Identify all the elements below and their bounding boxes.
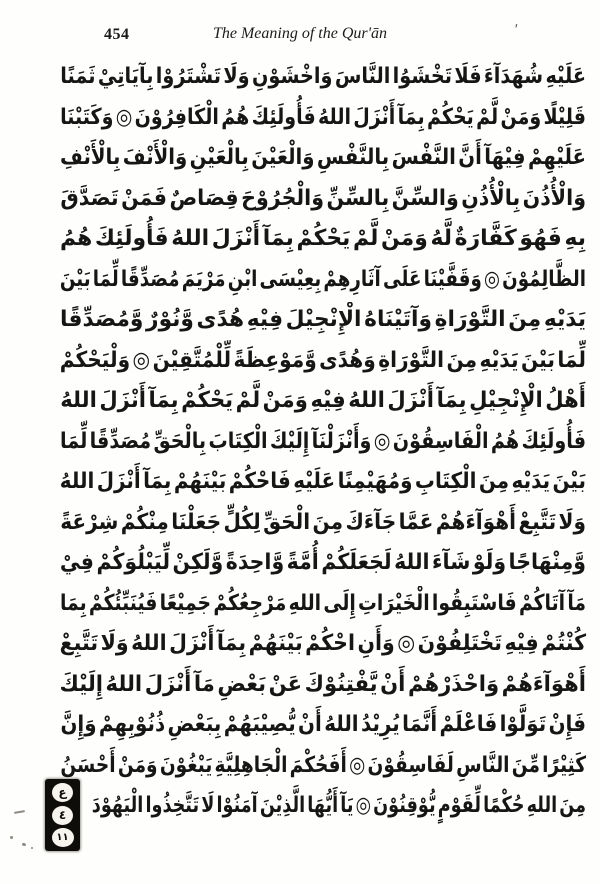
quran-line: عَلَيْهِ شُهَدَآءَ فَلَا تَخْشَوُا النَّاسَ وَاخْشَوْنِ وَلَا تَشْتَرُوْا بِآيَاتِيْ ثَمَنًا (60, 64, 586, 89)
scan-speck (10, 836, 13, 839)
quran-line: بِهِ فَهُوَ كَفَّارَةٌ لَّهُ وَمَنْ لَّمْ يَحْكُمْ بِمَآ أَنْزَلَ اللهُ فَأُولَئِكَ هُمُ (59, 226, 586, 251)
ruku-marker-stamp (45, 779, 80, 851)
ruku-number-symbol: ٤ (52, 806, 73, 825)
quran-line: بَيْنَ يَدَيْهِ مِنَ الْكِتَابِ وَمُهَيْمِنًا عَلَيْهِ فَاحْكُمْ بَيْنَهُمْ بِمَآ أَنْزَلَ اللهُ (59, 469, 586, 494)
quran-line: كُنْتُمْ فِيْهِ تَخْتَلِفُوْنَ ◎ وَأَنِ احْكُمْ بَيْنَهُمْ بِمَآ أَنْزَلَ اللهُ وَلَا تَتَّبِعْ (59, 631, 587, 656)
quran-line: كَثِيْرًا مِّنَ النَّاسِ لَفَاسِقُوْنَ ◎ أَفَحُكْمَ الْجَاهِلِيَّةِ يَبْغُوْنَ وَمَنْ أَحْسَنُ (60, 752, 587, 778)
quran-line: مَآ آتَاكُمْ فَاسْتَبِقُوا الْخَيْرَاتِ إِلَى اللهِ مَرْجِعُكُمْ جَمِيْعًا فَيُنَبِّئُكُمْ بِمَا (59, 590, 586, 616)
quran-line: قَلِيْلًا وَمَنْ لَّمْ يَحْكُمْ بِمَآ أَنْزَلَ اللهُ فَأُولَئِكَ هُمُ الْكَافِرُوْنَ ◎ وَكَتَبْنَا (60, 104, 586, 130)
page-number: 454 (104, 26, 130, 43)
scan-speck (14, 810, 25, 814)
quran-line: مِنَ اللهِ حُكْمًا لِّقَوْمٍ يُّوْقِنُوْنَ ◎ يَآ أَيُّهَا الَّذِيْنَ آمَنُوْا لَا تَتَّخِذُوا الْيَهُوْدَ (91, 793, 587, 818)
quran-line: لِّمَا بَيْنَ يَدَيْهِ مِنَ التَّوْرَاةِ وَهُدًى وَّمَوْعِظَةً لِّلْمُتَّقِيْنَ ◎ وَلْيَحْكُمْ (59, 347, 587, 373)
quran-line: فَأُولَئِكَ هُمُ الْفَاسِقُوْنَ ◎ وَأَنْزَلْنَآ إِلَيْكَ الْكِتَابَ بِالْحَقِّ مُصَدِّقًا لِّمَا (60, 428, 586, 454)
quran-line: وَلَا تَتَّبِعْ أَهْوَآءَهُمْ عَمَّا جَآءَكَ مِنَ الْحَقِّ لِكُلٍّ جَعَلْنَا مِنْكُمْ شِرْعَةً (60, 509, 586, 535)
scan-artifact-mark: ' (512, 21, 519, 39)
quran-line: يَدَيْهِ مِنَ التَّوْرَاةِ وَآتَيْنَاهُ الْإِنْجِيْلَ فِيْهِ هُدًى وَّنُوْرٌ وَّمُصَدِّقًا (60, 307, 586, 332)
quran-line: عَلَيْهِمْ فِيْهَآ أَنَّ النَّفْسَ بِالنَّفْسِ وَالْعَيْنَ بِالْعَيْنِ وَالْأَنْفَ بِالْأَنْفِ (59, 145, 586, 170)
ruku-ain-symbol: ع (52, 783, 73, 802)
scan-speck (22, 842, 27, 846)
quran-text (60, 57, 586, 827)
quran-line: فَإِنْ تَوَلَّوْا فَاعْلَمْ أَنَّمَا يُرِيْدُ اللهُ أَنْ يُّصِيْبَهُمْ بِبَعْضِ ذُنُوْبِهِمْ وَإِنَّ (60, 712, 586, 737)
ruku-ayah-count: ١١ (52, 828, 74, 847)
quran-line: وَّمِنْهَاجًا وَلَوْ شَآءَ اللهُ لَجَعَلَكُمْ أُمَّةً وَّاحِدَةً وَّلَكِنْ لِّيَبْلُوَكُمْ فِيْ (59, 550, 587, 575)
quran-line: أَهْوَآءَهُمْ وَاحْذَرْهُمْ أَنْ يَّفْتِنُوْكَ عَنْ بَعْضِ مَآ أَنْزَلَ اللهُ إِلَيْكَ (59, 671, 587, 697)
quran-line: وَالْأُذُنَ بِالْأُذُنِ وَالسِّنَّ بِالسِّنِّ وَالْجُرُوْحَ قِصَاصٌ فَمَنْ تَصَدَّقَ (60, 185, 586, 211)
scan-speck (31, 847, 33, 849)
running-head-title: The Meaning of the Qur'ān (212, 25, 388, 42)
quran-line: الظَّالِمُوْنَ ◎ وَقَفَّيْنَا عَلَى آثَارِهِمْ بِعِيْسَى ابْنِ مَرْيَمَ مُصَدِّقًا لِّمَا بَيْنَ (59, 266, 586, 292)
quran-line: أَهْلُ الْإِنْجِيْلِ بِمَآ أَنْزَلَ اللهُ فِيْهِ وَمَنْ لَّمْ يَحْكُمْ بِمَآ أَنْزَلَ اللهُ (60, 388, 587, 413)
